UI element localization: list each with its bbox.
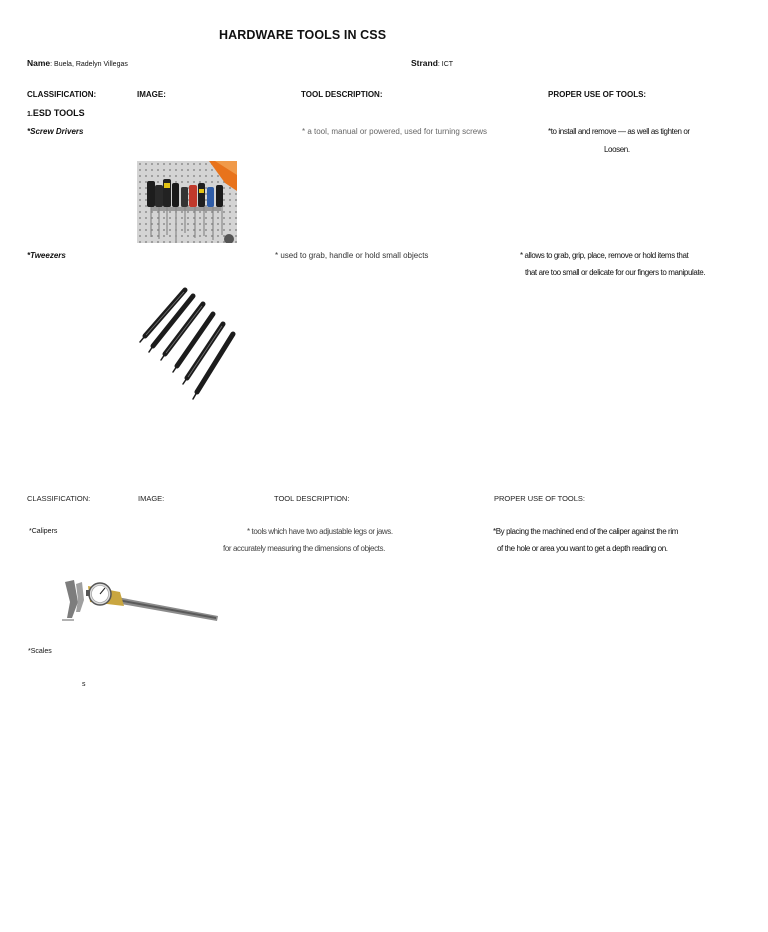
tool-description-tweezers: * used to grab, handle or hold small objects bbox=[275, 251, 429, 260]
calipers-image bbox=[60, 576, 220, 624]
tool-use-tweezers-line2: that are too small or delicate for our fingers to manipulate. bbox=[525, 268, 706, 277]
name-line bbox=[27, 53, 128, 71]
tool-name-scales: *Scales bbox=[28, 648, 52, 655]
tool-use-calipers-line1: *By placing the machined end of the caliper against the rim bbox=[493, 527, 678, 536]
header2-classification: CLASSIFICATION: bbox=[27, 494, 91, 503]
header2-description: TOOL DESCRIPTION: bbox=[274, 494, 350, 503]
screwdrivers-image bbox=[137, 161, 237, 243]
strand-value: : ICT bbox=[437, 61, 454, 68]
header2-image: IMAGE: bbox=[138, 494, 165, 503]
header-proper-use: PROPER USE OF TOOLS: bbox=[548, 90, 647, 99]
stray-mark: s bbox=[82, 681, 86, 688]
header-image: IMAGE: bbox=[137, 90, 166, 99]
tool-name-tweezers: *Tweezers bbox=[27, 251, 66, 260]
tool-use-screwdrivers-line2: Loosen. bbox=[604, 145, 630, 154]
page-title: HARDWARE TOOLS IN CSS bbox=[219, 28, 387, 42]
strand-label: Strand bbox=[411, 58, 438, 68]
tool-description-calipers-line2: for accurately measuring the dimensions of objects. bbox=[223, 544, 385, 553]
name-value: : Buela, Radelyn Villegas bbox=[50, 61, 128, 68]
strand-line bbox=[411, 53, 453, 71]
header-description: TOOL DESCRIPTION: bbox=[301, 90, 383, 99]
header-classification: CLASSIFICATION: bbox=[27, 90, 97, 99]
tool-description-calipers-line1: * tools which have two adjustable legs or jaws. bbox=[247, 527, 393, 536]
header2-proper-use: PROPER USE OF TOOLS: bbox=[494, 494, 585, 503]
section-name: ESD TOOLS bbox=[32, 108, 85, 118]
section-number: 1. bbox=[27, 111, 33, 118]
tool-use-screwdrivers-line1: *to install and remove — as well as tighten or bbox=[548, 127, 690, 136]
name-label: Name bbox=[27, 58, 51, 68]
tool-use-calipers-line2: of the hole or area you want to get a depth reading on. bbox=[497, 544, 668, 553]
tweezers-image bbox=[137, 286, 237, 406]
tool-description-screwdrivers: * a tool, manual or powered, used for turning screws bbox=[302, 127, 487, 136]
tool-name-screwdrivers: *Screw Drivers bbox=[27, 127, 84, 136]
tool-name-calipers: *Calipers bbox=[29, 528, 58, 535]
section-title bbox=[27, 108, 85, 118]
tool-use-tweezers-line1: * allows to grab, grip, place, remove or hold items that bbox=[520, 251, 689, 260]
